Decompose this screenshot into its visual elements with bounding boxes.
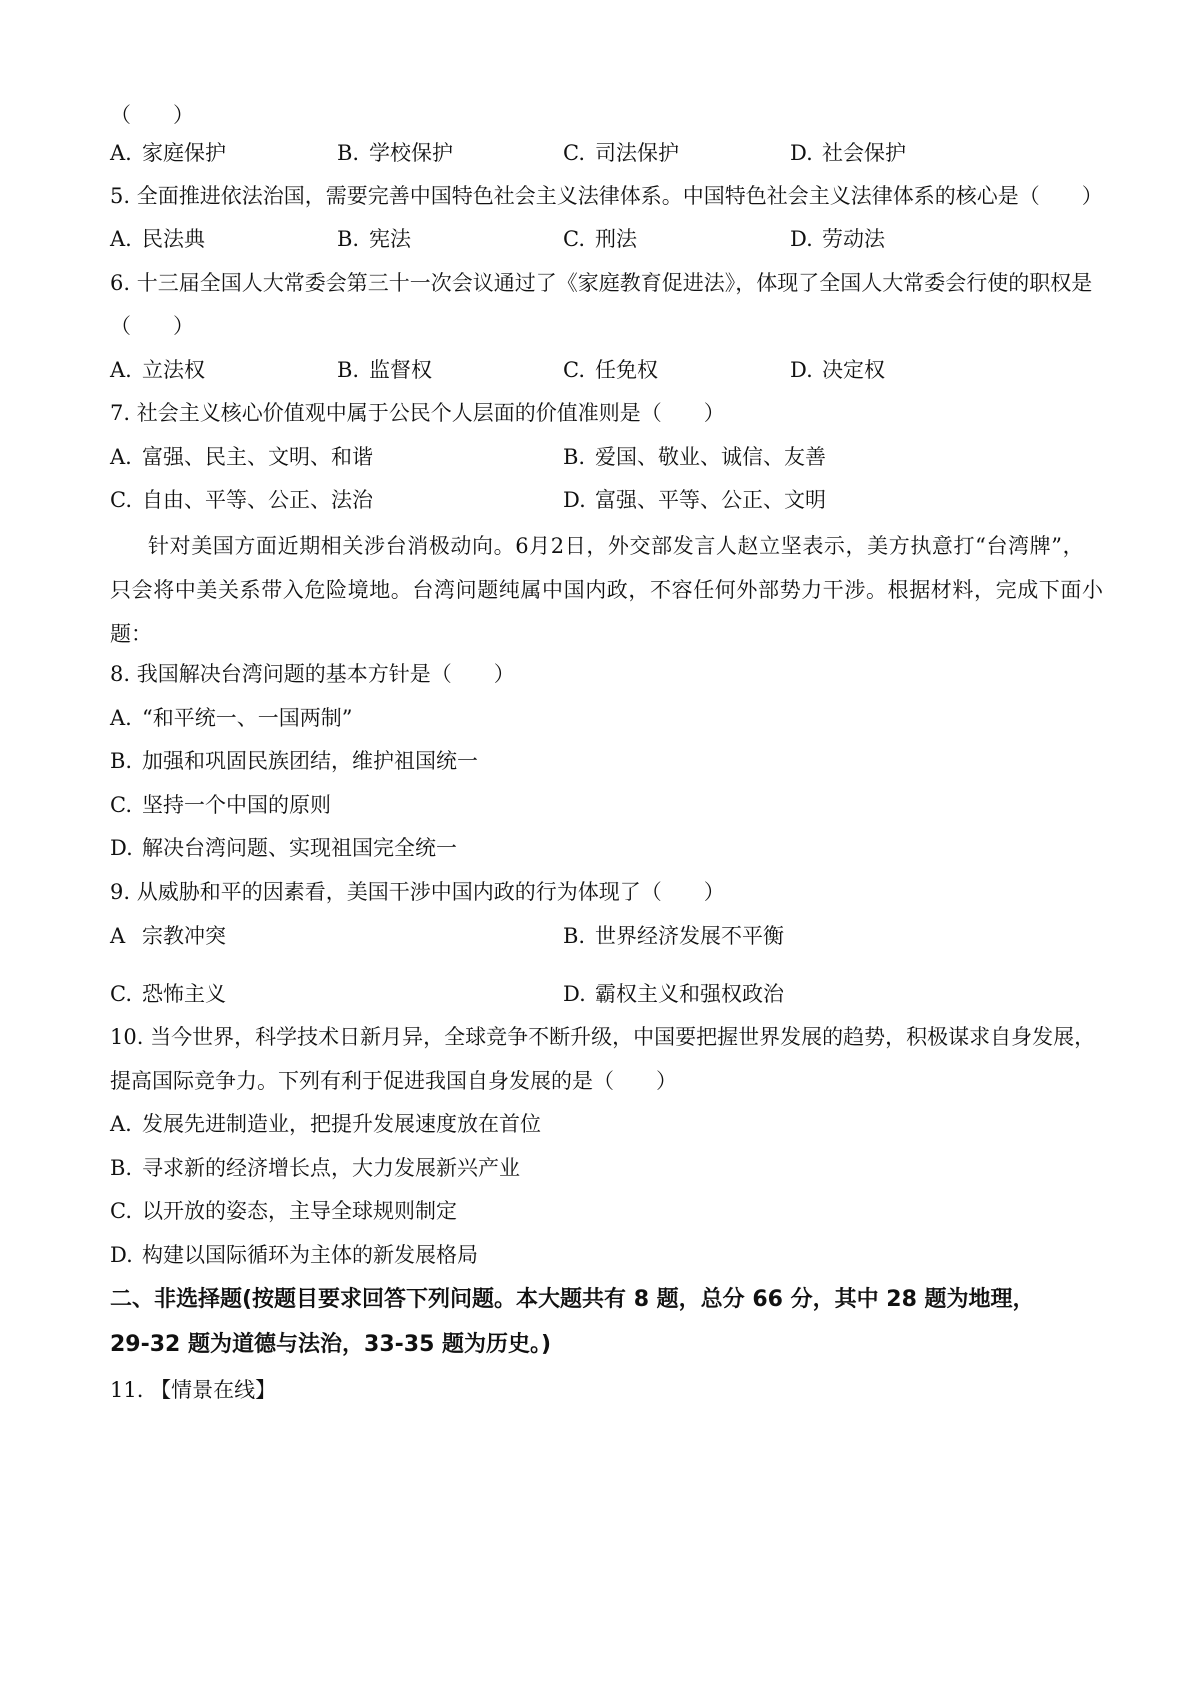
- option-text: 恐怖主义: [142, 982, 226, 1006]
- option-label: D.: [790, 141, 813, 165]
- option-label: B.: [337, 358, 360, 382]
- option-label: C.: [110, 488, 132, 512]
- question-10-cont: 提高国际竞争力。下列有利于促进我国自身发展的是（ ）: [110, 1069, 677, 1093]
- option-text: 发展先进制造业，把提升发展速度放在首位: [142, 1112, 541, 1136]
- option-c[interactable]: [563, 229, 637, 250]
- option-text: 寻求新的经济增长点，大力发展新兴产业: [142, 1156, 520, 1180]
- question-9: 9. 从威胁和平的因素看，美国干涉中国内政的行为体现了（ ）: [110, 880, 725, 904]
- option-b[interactable]: [110, 1158, 520, 1179]
- option-text: “和平统一、一国两制”: [142, 706, 353, 730]
- option-text: 家庭保护: [142, 141, 226, 165]
- option-b[interactable]: [337, 360, 432, 381]
- option-label: D.: [110, 836, 133, 860]
- answer-paren: （ ）: [110, 103, 194, 127]
- option-text: 司法保护: [595, 141, 679, 165]
- option-text: 任免权: [595, 358, 658, 382]
- option-label: C.: [563, 141, 585, 165]
- option-label: A.: [110, 706, 132, 730]
- material-paragraph: 题：: [110, 622, 152, 646]
- option-b[interactable]: [110, 751, 478, 772]
- material-paragraph: 针对美国方面近期相关涉台消极动向。6月2日，外交部发言人赵立坚表示，美方执意打“台湾牌”，: [148, 534, 1085, 558]
- option-d[interactable]: [110, 838, 457, 859]
- option-label: B.: [110, 749, 133, 773]
- option-label: A.: [110, 227, 132, 251]
- option-a[interactable]: [110, 1114, 541, 1135]
- option-text: 监督权: [369, 358, 432, 382]
- option-text: 宗教冲突: [142, 924, 226, 948]
- question-6: 6. 十三届全国人大常委会第三十一次会议通过了《家庭教育促进法》，体现了全国人大常委会行使的职权是: [110, 271, 1093, 295]
- option-label: D.: [110, 1243, 133, 1267]
- section-heading: 29-32 题为道德与法治，33-35 题为历史。): [110, 1332, 552, 1357]
- option-text: 学校保护: [369, 141, 453, 165]
- option-label: B.: [337, 141, 360, 165]
- option-text: 以开放的姿态，主导全球规则制定: [142, 1199, 457, 1223]
- option-text: 世界经济发展不平衡: [595, 924, 784, 948]
- option-label: B.: [110, 1156, 133, 1180]
- option-text: 富强、平等、公正、文明: [595, 488, 826, 512]
- option-label: A.: [110, 1112, 132, 1136]
- option-c[interactable]: [110, 490, 373, 511]
- question-8: 8. 我国解决台湾问题的基本方针是（ ）: [110, 662, 515, 686]
- option-label: A.: [110, 445, 132, 469]
- option-d[interactable]: [563, 490, 826, 511]
- option-c[interactable]: [563, 143, 679, 164]
- option-c[interactable]: [110, 1201, 457, 1222]
- option-a[interactable]: [110, 447, 373, 468]
- option-a[interactable]: [110, 708, 352, 729]
- option-b[interactable]: [563, 447, 826, 468]
- option-text: 刑法: [595, 227, 637, 251]
- option-label: A.: [110, 141, 132, 165]
- option-label: A.: [110, 358, 132, 382]
- option-text: 爱国、敬业、诚信、友善: [595, 445, 826, 469]
- option-b[interactable]: [337, 143, 453, 164]
- option-text: 构建以国际循环为主体的新发展格局: [142, 1243, 478, 1267]
- option-text: 宪法: [369, 227, 411, 251]
- option-text: 社会保护: [822, 141, 906, 165]
- option-text: 富强、民主、文明、和谐: [142, 445, 373, 469]
- option-d[interactable]: [563, 984, 784, 1005]
- option-d[interactable]: [790, 360, 885, 381]
- option-label: D.: [790, 358, 813, 382]
- option-a[interactable]: [110, 143, 226, 164]
- option-label: B.: [337, 227, 360, 251]
- question-5: 5. 全面推进依法治国，需要完善中国特色社会主义法律体系。中国特色社会主义法律体系的核心是（ ）: [110, 184, 1103, 208]
- option-d[interactable]: [790, 143, 906, 164]
- option-label: C.: [563, 358, 585, 382]
- option-label: A: [110, 924, 126, 948]
- option-label: C.: [110, 793, 132, 817]
- option-d[interactable]: [790, 229, 885, 250]
- option-d[interactable]: [110, 1245, 478, 1266]
- option-text: 霸权主义和强权政治: [595, 982, 784, 1006]
- option-a[interactable]: [110, 229, 205, 250]
- option-text: 劳动法: [822, 227, 885, 251]
- option-label: B.: [563, 445, 586, 469]
- option-label: D.: [790, 227, 813, 251]
- option-label: C.: [110, 982, 132, 1006]
- section-heading: 二、非选择题(按题目要求回答下列问题。本大题共有 8 题，总分 66 分，其中 28 题为地理，: [110, 1287, 1035, 1312]
- option-text: 解决台湾问题、实现祖国完全统一: [142, 836, 457, 860]
- option-label: C.: [110, 1199, 132, 1223]
- option-text: 民法典: [142, 227, 205, 251]
- option-b[interactable]: [337, 229, 411, 250]
- option-text: 加强和巩固民族团结，维护祖国统一: [142, 749, 478, 773]
- option-c[interactable]: [110, 795, 331, 816]
- option-label: D.: [563, 488, 586, 512]
- option-label: B.: [563, 924, 586, 948]
- option-b[interactable]: [563, 926, 784, 947]
- option-text: 立法权: [142, 358, 205, 382]
- question-7: 7. 社会主义核心价值观中属于公民个人层面的价值准则是（ ）: [110, 401, 725, 425]
- question-11: 11. 【情景在线】: [110, 1378, 277, 1402]
- option-text: 决定权: [822, 358, 885, 382]
- material-paragraph: 只会将中美关系带入危险境地。台湾问题纯属中国内政，不容任何外部势力干涉。根据材料，完成下面小: [110, 578, 1104, 602]
- option-label: C.: [563, 227, 585, 251]
- option-c[interactable]: [110, 984, 226, 1005]
- option-a[interactable]: [110, 360, 205, 381]
- answer-paren: （ ）: [110, 314, 194, 338]
- option-text: 坚持一个中国的原则: [142, 793, 331, 817]
- option-label: D.: [563, 982, 586, 1006]
- question-10: 10. 当今世界，科学技术日新月异，全球竞争不断升级，中国要把握世界发展的趋势，积极谋求自身发展，: [110, 1025, 1096, 1049]
- option-a[interactable]: [110, 926, 226, 947]
- option-c[interactable]: [563, 360, 658, 381]
- option-text: 自由、平等、公正、法治: [142, 488, 373, 512]
